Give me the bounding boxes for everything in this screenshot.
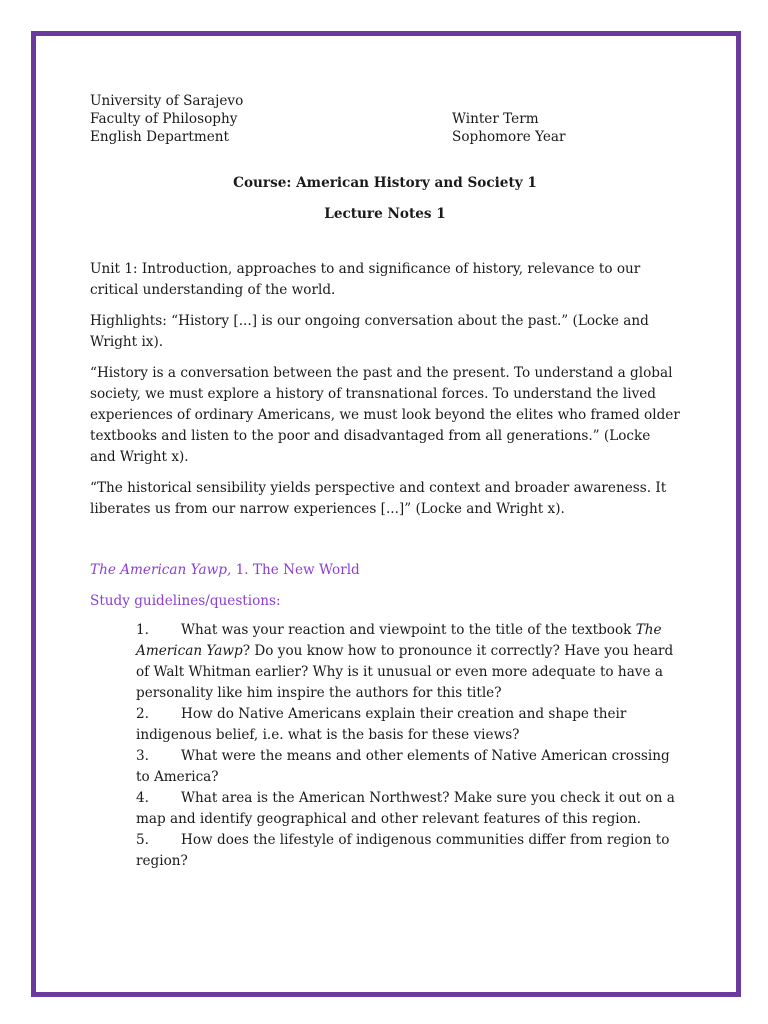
list-number: 5. bbox=[136, 832, 149, 848]
course-title: Course: American History and Society 1 bbox=[233, 175, 537, 191]
list-item bbox=[136, 620, 680, 704]
faculty-name: Faculty of Philosophy bbox=[90, 111, 238, 127]
book-title: The American Yawp, bbox=[90, 562, 232, 578]
list-item bbox=[136, 830, 680, 872]
list-number: 2. bbox=[136, 706, 149, 722]
university-name: University of Sarajevo bbox=[90, 93, 244, 109]
question-text: What area is the American Northwest? Make sure you check it out on a map and identify geographical and other relevant features of this region. bbox=[136, 790, 675, 827]
document-header bbox=[90, 92, 680, 146]
highlights-paragraph: Highlights: “History [...] is our ongoing conversation about the past.” (Locke and Wright ix). bbox=[90, 313, 649, 350]
question-text: ? Do you know how to pronounce it correctly? Have you heard of Walt Whitman earlier? Why is it unusual or even more adequate to have a personality like him inspire the authors for this title? bbox=[136, 643, 674, 701]
term-block bbox=[452, 110, 566, 146]
lecture-title: Lecture Notes 1 bbox=[324, 206, 446, 222]
section-heading bbox=[90, 560, 680, 581]
list-item bbox=[136, 746, 680, 788]
document-body bbox=[90, 92, 680, 872]
list-number: 1. bbox=[136, 622, 149, 638]
question-list bbox=[136, 620, 680, 872]
department-name: English Department bbox=[90, 129, 229, 145]
list-number: 3. bbox=[136, 748, 149, 764]
question-text: How do Native Americans explain their creation and shape their indigenous belief, i.e. what is the basis for these views? bbox=[136, 706, 627, 743]
year: Sophomore Year bbox=[452, 129, 566, 145]
question-italic: The American Yawp bbox=[136, 622, 662, 659]
quote-paragraph: “History is a conversation between the past and the present. To understand a global society, we must explore a history of transnational forces. To understand the lived experiences of ordinary Americans, we must look beyond the elites who framed older textbooks and listen to the poor and disadvantaged from all generations.” (Locke and Wright x). bbox=[90, 365, 680, 465]
list-item bbox=[136, 788, 680, 830]
list-item bbox=[136, 704, 680, 746]
question-text: What were the means and other elements of Native American crossing to America? bbox=[136, 748, 670, 785]
unit-paragraph: Unit 1: Introduction, approaches to and significance of history, relevance to our critical understanding of the world. bbox=[90, 261, 641, 298]
chapter-title: 1. The New World bbox=[231, 562, 360, 578]
term: Winter Term bbox=[452, 111, 539, 127]
guidelines-label: Study guidelines/questions: bbox=[90, 593, 281, 609]
institution-block bbox=[90, 92, 243, 146]
question-text: How does the lifestyle of indigenous communities differ from region to region? bbox=[136, 832, 670, 869]
quote-paragraph: “The historical sensibility yields perspective and context and broader awareness. It liberates us from our narrow experiences [...]” (Locke and Wright x). bbox=[90, 480, 667, 517]
list-number: 4. bbox=[136, 790, 149, 806]
question-text: What was your reaction and viewpoint to the title of the textbook bbox=[181, 622, 636, 638]
